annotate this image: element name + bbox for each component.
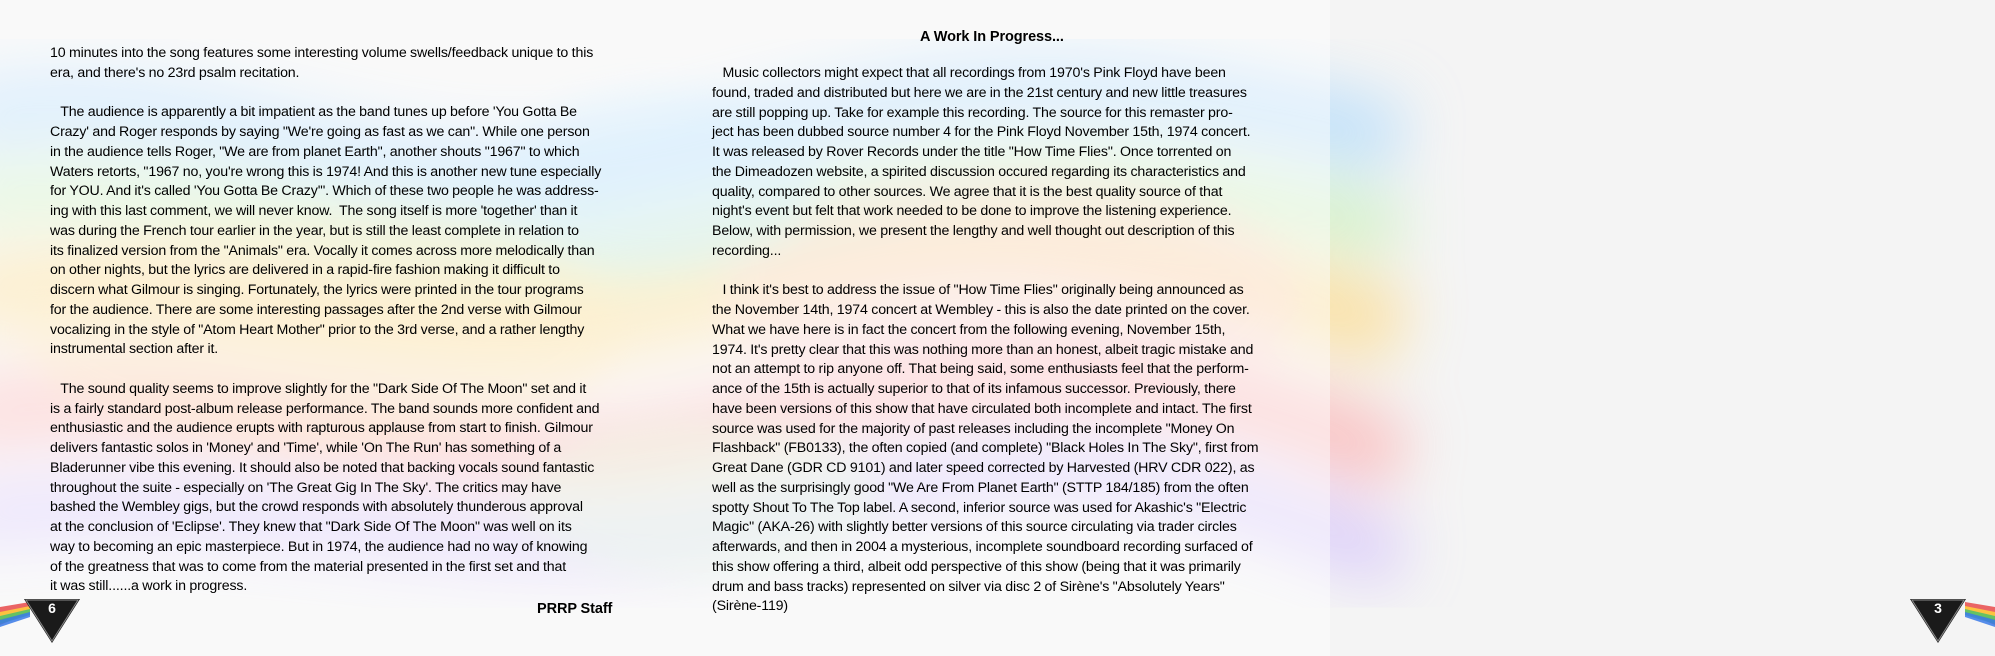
right-page-body xyxy=(712,64,1258,617)
text-line: vocalizing in the style of "Atom Heart Mother" prior to the 3rd verse, and a rather lengthy xyxy=(50,321,585,338)
paragraph xyxy=(712,64,1258,262)
text-line: are still popping up. Take for example this recording. The source for this remaster pro- xyxy=(712,104,1233,121)
text-line: for the audience. There are some interesting passages after the 2nd verse with Gilmour xyxy=(50,301,582,318)
text-line: Flashback" (FB0133), the often copied (and complete) "Black Holes In The Sky", first from xyxy=(712,440,1259,457)
text-line: recording... xyxy=(712,242,782,259)
text-line: I think it's best to address the issue of "How Time Flies" originally being announced as xyxy=(712,282,1244,299)
text-line: (Sirène-119) xyxy=(712,598,789,615)
text-line: 10 minutes into the song features some interesting volume swells/feedback unique to this xyxy=(50,45,594,61)
text-line: on other nights, but the lyrics are delivered in a rapid-fire fashion making it difficult to xyxy=(50,262,560,279)
text-line: Magic" (AKA-26) with slightly better versions of this source circulating via trader circles xyxy=(712,519,1237,536)
page-number: 3 xyxy=(1934,600,1942,616)
text-line: source was used for the majority of past releases including the incomplete "Money On xyxy=(712,420,1235,437)
prism-icon xyxy=(1910,597,1995,647)
text-line: night's event but felt that work needed to be done to improve the listening experience. xyxy=(712,203,1232,220)
section-heading: A Work In Progress... xyxy=(920,29,1064,45)
text-line: this show offering a third, albeit odd perspective of this show (being that it was primarily xyxy=(712,558,1241,575)
text-line: instrumental section after it. xyxy=(50,341,219,358)
text-line: was during the French tour earlier in the year, but is still the least complete in relation to xyxy=(50,222,579,239)
text-line: found, traded and distributed but here we are in the 21st century and new little treasures xyxy=(712,84,1247,101)
text-line: era, and there's no 23rd psalm recitation. xyxy=(50,64,300,81)
text-line: have been versions of this show that have circulated both incomplete and intact. The first xyxy=(712,400,1252,417)
text-line: well as the surprisingly good "We Are From Planet Earth" (STTP 184/185) from the often xyxy=(712,479,1249,496)
text-line: Bladerunner vibe this evening. It should also be noted that backing vocals sound fantastic xyxy=(50,459,595,476)
text-line: Below, with permission, we present the lengthy and well thought out description of this xyxy=(712,223,1235,239)
text-line: drum and bass tracks) represented on silver via disc 2 of Sirène's "Absolutely Years" xyxy=(712,578,1225,595)
right-page xyxy=(665,0,1942,656)
author-signature: PRRP Staff xyxy=(537,601,613,617)
text-line: throughout the suite - especially on 'The Great Gig In The Sky'. The critics may have xyxy=(50,479,562,496)
paragraph xyxy=(50,103,601,360)
text-line: What we have here is in fact the concert from the following evening, November 15th, xyxy=(712,321,1226,338)
text-line: for YOU. And it's called 'You Gotta Be Crazy'". Which of these two people he was address- xyxy=(50,183,599,200)
text-line: bashed the Wembley gigs, but the crowd responds with absolutely thunderous approval xyxy=(50,499,583,516)
text-line: the Dimeadozen website, a spirited discussion occured regarding its characteristics and xyxy=(712,163,1246,180)
text-line: enthusiastic and the audience erupts with rapturous applause from start to finish. Gilmour xyxy=(50,420,593,437)
page-number-badge-right xyxy=(1910,597,1995,647)
left-page-body xyxy=(50,44,601,597)
text-line: way to becoming an epic masterpiece. But in 1974, the audience had no way of knowing xyxy=(50,538,588,555)
text-line: the November 14th, 1974 concert at Wembley - this is also the date printed on the cover. xyxy=(712,302,1250,318)
page-number-badge-left xyxy=(0,597,70,647)
text-line: Waters retorts, "1967 no, you're wrong this is 1974! And this is another new tune especially xyxy=(50,163,602,180)
paragraph xyxy=(50,380,601,597)
text-line: not an attempt to rip anyone off. That being said, some enthusiasts feel that the perform- xyxy=(712,361,1249,378)
paragraph xyxy=(712,281,1258,617)
text-line: of the greatness that was to come from the material presented in the first set and that xyxy=(50,558,567,575)
text-line: its finalized version from the "Animals" era. Vocally it comes across more melodically than xyxy=(50,242,595,259)
text-line: ject has been dubbed source number 4 for the Pink Floyd November 15th, 1974 concert. xyxy=(712,124,1251,141)
text-line: Great Dane (GDR CD 9101) and later speed corrected by Harvested (HRV CDR 022), as xyxy=(712,460,1255,476)
text-line: quality, compared to other sources. We agree that it is the best quality source of that xyxy=(712,183,1223,200)
text-line: at the conclusion of 'Eclipse'. They knew that "Dark Side Of The Moon" was well on its xyxy=(50,519,572,535)
text-line: Crazy' and Roger responds by saying "We're going as fast as we can". While one person xyxy=(50,124,590,140)
text-line: it was still......a work in progress. xyxy=(50,578,248,595)
text-line: afterwards, and then in 2004 a mysterious, incomplete soundboard recording surfaced of xyxy=(712,539,1253,555)
text-line: discern what Gilmour is singing. Fortunately, the lyrics were printed in the tour programs xyxy=(50,282,584,298)
text-line: is a fairly standard post-album release performance. The band sounds more confident and xyxy=(50,400,600,417)
text-line: Music collectors might expect that all recordings from 1970's Pink Floyd have been xyxy=(712,65,1226,81)
text-line: It was released by Rover Records under the title "How Time Flies". Once torrented on xyxy=(712,144,1232,160)
paragraph xyxy=(50,44,601,84)
text-line: 1974. It's pretty clear that this was nothing more than an honest, albeit tragic mistake and xyxy=(712,341,1254,358)
text-line: The sound quality seems to improve slightly for the "Dark Side Of The Moon" set and it xyxy=(50,380,587,397)
text-line: in the audience tells Roger, "We are from planet Earth", another shouts "1967" to which xyxy=(50,143,580,160)
page-number: 6 xyxy=(48,600,56,616)
text-line: ing with this last comment, we will never know. The song itself is more 'together' than it xyxy=(50,203,578,219)
text-line: The audience is apparently a bit impatient as the band tunes up before 'You Gotta Be xyxy=(50,104,577,121)
text-line: delivers fantastic solos in 'Money' and 'Time', while 'On The Run' has something of a xyxy=(50,440,562,456)
left-page xyxy=(0,0,665,656)
text-line: spotty Shout To The Top label. A second, inferior source was used for Akashic's "Electric xyxy=(712,499,1247,516)
text-line: ance of the 15th is actually superior to that of its infamous successor. Previously, there xyxy=(712,381,1236,397)
